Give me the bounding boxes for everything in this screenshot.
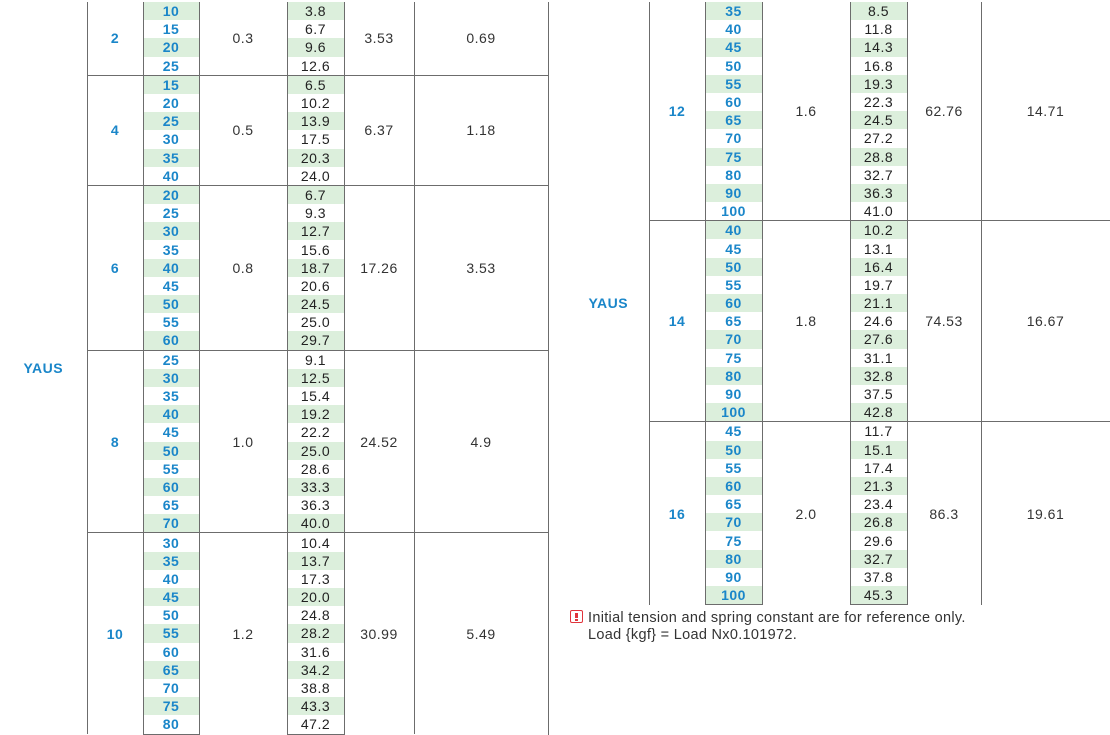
note-line-1	[568, 609, 966, 627]
load-cell: 10.4	[287, 533, 344, 552]
length-cell: 70	[705, 513, 762, 531]
load-cell: 20.0	[287, 588, 344, 606]
load-cell: 24.5	[850, 111, 907, 129]
load-cell: 36.3	[287, 496, 344, 514]
reference-note	[568, 609, 966, 644]
length-cell: 90	[705, 385, 762, 403]
load-cell: 19.2	[287, 405, 344, 423]
load-cell: 11.7	[850, 422, 907, 441]
load-cell: 47.2	[287, 715, 344, 734]
length-cell: 55	[705, 276, 762, 294]
load-cell: 13.7	[287, 552, 344, 570]
load-cell: 6.7	[287, 20, 344, 38]
length-cell: 70	[705, 129, 762, 147]
load-cell: 24.6	[850, 312, 907, 330]
length-cell: 80	[705, 166, 762, 184]
length-cell: 100	[705, 586, 762, 605]
load-cell: 8.5	[850, 2, 907, 20]
load-cell: 24.8	[287, 606, 344, 624]
load-cell: 21.3	[850, 477, 907, 495]
length-cell: 40	[143, 405, 199, 423]
load-cell: 40.0	[287, 514, 344, 533]
length-cell: 75	[705, 349, 762, 367]
length-cell: 40	[705, 20, 762, 38]
load-cell: 41.0	[850, 202, 907, 221]
length-cell: 25	[143, 350, 199, 369]
load-cell: 24.0	[287, 167, 344, 186]
load-cell: 13.1	[850, 239, 907, 257]
length-cell: 30	[143, 369, 199, 387]
diameter-cell: 1.2	[199, 533, 287, 734]
diameter-cell: 1.8	[762, 221, 850, 422]
load-cell: 33.3	[287, 478, 344, 496]
length-cell: 60	[705, 294, 762, 312]
length-cell: 65	[705, 495, 762, 513]
wire-size-cell: 4	[87, 75, 143, 185]
length-cell: 45	[705, 239, 762, 257]
load-cell: 27.2	[850, 129, 907, 147]
load-cell: 25.0	[287, 442, 344, 460]
wire-size-cell: 2	[87, 2, 143, 75]
length-cell: 45	[143, 277, 199, 295]
length-cell: 65	[705, 111, 762, 129]
load-cell: 22.3	[850, 93, 907, 111]
length-cell: 75	[705, 148, 762, 166]
load-cell: 37.5	[850, 385, 907, 403]
length-cell: 55	[705, 75, 762, 93]
length-cell: 20	[143, 94, 199, 112]
length-cell: 65	[143, 496, 199, 514]
length-cell: 80	[705, 550, 762, 568]
load-cell: 42.8	[850, 403, 907, 422]
load-cell: 21.1	[850, 294, 907, 312]
length-cell: 30	[143, 222, 199, 240]
length-cell: 40	[143, 259, 199, 277]
load-cell: 45.3	[850, 586, 907, 605]
length-cell: 60	[143, 478, 199, 496]
note-line-2: Load {kgf} = Load Nx0.101972.	[588, 627, 798, 643]
length-cell: 75	[705, 531, 762, 549]
max-load-cell: 17.26	[344, 185, 414, 350]
table-row	[568, 2, 1110, 20]
load-cell: 20.3	[287, 149, 344, 167]
length-cell: 35	[705, 2, 762, 20]
length-cell: 45	[143, 423, 199, 441]
length-cell: 10	[143, 2, 199, 20]
load-cell: 9.6	[287, 38, 344, 56]
length-cell: 45	[705, 38, 762, 56]
length-cell: 30	[143, 130, 199, 148]
diameter-cell: 0.3	[199, 2, 287, 75]
spring-spec-table-right	[568, 2, 1110, 605]
initial-tension-cell: 4.9	[414, 350, 548, 533]
spring-spec-table-left	[0, 2, 549, 735]
max-load-cell: 24.52	[344, 350, 414, 533]
initial-tension-cell: 1.18	[414, 75, 548, 185]
max-load-cell: 30.99	[344, 533, 414, 734]
load-cell: 38.8	[287, 679, 344, 697]
length-cell: 60	[705, 477, 762, 495]
load-cell: 6.5	[287, 75, 344, 94]
initial-tension-cell: 16.67	[981, 221, 1110, 422]
length-cell: 35	[143, 552, 199, 570]
length-cell: 60	[143, 331, 199, 350]
length-cell: 55	[705, 459, 762, 477]
load-cell: 11.8	[850, 20, 907, 38]
load-cell: 14.3	[850, 38, 907, 56]
alert-icon	[570, 610, 583, 623]
length-cell: 100	[705, 403, 762, 422]
length-cell: 50	[143, 606, 199, 624]
load-cell: 34.2	[287, 661, 344, 679]
length-cell: 60	[143, 643, 199, 661]
load-cell: 10.2	[850, 221, 907, 240]
length-cell: 15	[143, 75, 199, 94]
wire-size-cell: 12	[649, 2, 705, 221]
wire-size-cell: 10	[87, 533, 143, 734]
load-cell: 22.2	[287, 423, 344, 441]
length-cell: 70	[143, 679, 199, 697]
load-cell: 20.6	[287, 277, 344, 295]
wire-size-cell: 8	[87, 350, 143, 533]
load-cell: 19.3	[850, 75, 907, 93]
load-cell: 15.6	[287, 240, 344, 258]
length-cell: 90	[705, 568, 762, 586]
load-cell: 9.1	[287, 350, 344, 369]
load-cell: 15.1	[850, 441, 907, 459]
length-cell: 40	[143, 167, 199, 186]
length-cell: 45	[705, 422, 762, 441]
initial-tension-cell: 19.61	[981, 422, 1110, 605]
load-cell: 16.8	[850, 57, 907, 75]
max-load-cell: 6.37	[344, 75, 414, 185]
load-cell: 32.8	[850, 367, 907, 385]
load-cell: 36.3	[850, 184, 907, 202]
max-load-cell: 62.76	[907, 2, 981, 221]
load-cell: 25.0	[287, 313, 344, 331]
length-cell: 50	[705, 57, 762, 75]
wire-size-cell: 6	[87, 185, 143, 350]
length-cell: 30	[143, 533, 199, 552]
load-cell: 15.4	[287, 387, 344, 405]
table-row	[0, 2, 548, 20]
length-cell: 55	[143, 624, 199, 642]
load-cell: 23.4	[850, 495, 907, 513]
length-cell: 100	[705, 202, 762, 221]
load-cell: 17.5	[287, 130, 344, 148]
initial-tension-cell: 0.69	[414, 2, 548, 75]
wire-size-cell: 14	[649, 221, 705, 422]
load-cell: 29.7	[287, 331, 344, 350]
length-cell: 35	[143, 149, 199, 167]
load-cell: 9.3	[287, 204, 344, 222]
load-cell: 12.5	[287, 369, 344, 387]
length-cell: 50	[143, 295, 199, 313]
length-cell: 70	[705, 330, 762, 348]
load-cell: 19.7	[850, 276, 907, 294]
length-cell: 40	[705, 221, 762, 240]
length-cell: 40	[143, 570, 199, 588]
load-cell: 27.6	[850, 330, 907, 348]
load-cell: 43.3	[287, 697, 344, 715]
length-cell: 25	[143, 112, 199, 130]
length-cell: 25	[143, 204, 199, 222]
diameter-cell: 0.8	[199, 185, 287, 350]
length-cell: 20	[143, 185, 199, 204]
load-cell: 26.8	[850, 513, 907, 531]
load-cell: 31.6	[287, 643, 344, 661]
load-cell: 24.5	[287, 295, 344, 313]
initial-tension-cell: 3.53	[414, 185, 548, 350]
load-cell: 31.1	[850, 349, 907, 367]
table-row	[568, 221, 1110, 240]
length-cell: 15	[143, 20, 199, 38]
table-row	[568, 422, 1110, 441]
length-cell: 55	[143, 313, 199, 331]
load-cell: 17.4	[850, 459, 907, 477]
load-cell: 28.6	[287, 460, 344, 478]
initial-tension-cell: 14.71	[981, 2, 1110, 221]
length-cell: 45	[143, 588, 199, 606]
length-cell: 50	[143, 442, 199, 460]
length-cell: 60	[705, 93, 762, 111]
load-cell: 32.7	[850, 166, 907, 184]
series-cell: YAUS	[0, 2, 87, 734]
load-cell: 6.7	[287, 185, 344, 204]
length-cell: 70	[143, 514, 199, 533]
load-cell: 3.8	[287, 2, 344, 20]
diameter-cell: 1.0	[199, 350, 287, 533]
length-cell: 50	[705, 258, 762, 276]
length-cell: 80	[143, 715, 199, 734]
load-cell: 17.3	[287, 570, 344, 588]
load-cell: 10.2	[287, 94, 344, 112]
max-load-cell: 86.3	[907, 422, 981, 605]
max-load-cell: 74.53	[907, 221, 981, 422]
load-cell: 12.6	[287, 57, 344, 76]
length-cell: 35	[143, 240, 199, 258]
length-cell: 65	[143, 661, 199, 679]
length-cell: 75	[143, 697, 199, 715]
diameter-cell: 0.5	[199, 75, 287, 185]
series-cell: YAUS	[568, 2, 649, 605]
length-cell: 25	[143, 57, 199, 76]
note-text-1: Initial tension and spring constant are for reference only.	[588, 610, 966, 626]
max-load-cell: 3.53	[344, 2, 414, 75]
length-cell: 90	[705, 184, 762, 202]
load-cell: 13.9	[287, 112, 344, 130]
length-cell: 35	[143, 387, 199, 405]
length-cell: 20	[143, 38, 199, 56]
load-cell: 37.8	[850, 568, 907, 586]
length-cell: 80	[705, 367, 762, 385]
length-cell: 65	[705, 312, 762, 330]
load-cell: 28.8	[850, 148, 907, 166]
load-cell: 12.7	[287, 222, 344, 240]
diameter-cell: 1.6	[762, 2, 850, 221]
initial-tension-cell: 5.49	[414, 533, 548, 734]
load-cell: 16.4	[850, 258, 907, 276]
wire-size-cell: 16	[649, 422, 705, 605]
load-cell: 28.2	[287, 624, 344, 642]
length-cell: 50	[705, 441, 762, 459]
load-cell: 18.7	[287, 259, 344, 277]
load-cell: 29.6	[850, 531, 907, 549]
load-cell: 32.7	[850, 550, 907, 568]
length-cell: 55	[143, 460, 199, 478]
diameter-cell: 2.0	[762, 422, 850, 605]
